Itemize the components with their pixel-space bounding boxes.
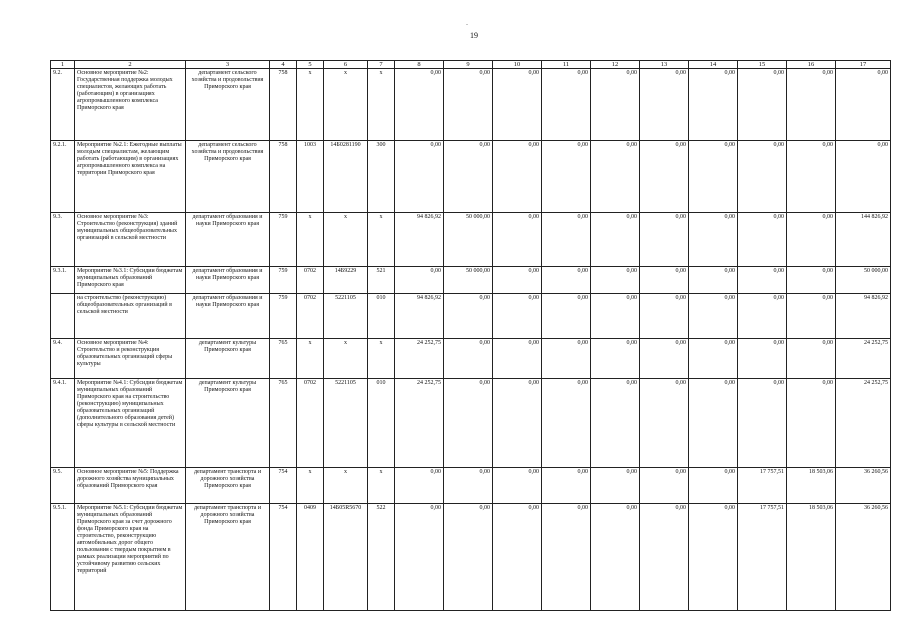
executor-cell: департамент транспорта и дорожного хозяйства Приморского края [186, 504, 270, 611]
value-cell: 36 260,56 [836, 504, 891, 611]
value-cell: 94 826,92 [395, 294, 444, 339]
classification-cell: x [297, 213, 324, 267]
value-cell: 0,00 [640, 294, 689, 339]
classification-cell: x [368, 339, 395, 379]
classification-cell: 14Б9229 [324, 267, 368, 294]
header-row [51, 61, 891, 69]
classification-cell: 1003 [297, 141, 324, 213]
code-cell [51, 294, 75, 339]
value-cell: 0,00 [444, 504, 493, 611]
table-row [51, 504, 891, 611]
code-cell: 9.3. [51, 213, 75, 267]
value-cell: 0,00 [591, 213, 640, 267]
value-cell: 0,00 [493, 339, 542, 379]
value-cell: 0,00 [542, 267, 591, 294]
value-cell: 0,00 [738, 339, 787, 379]
executor-cell: департамент образования и науки Приморского края [186, 267, 270, 294]
value-cell: 0,00 [591, 267, 640, 294]
classification-cell: 14Б0281190 [324, 141, 368, 213]
classification-cell: 759 [270, 294, 297, 339]
value-cell: 0,00 [591, 339, 640, 379]
classification-cell: 0702 [297, 379, 324, 468]
executor-cell: департамент транспорта и дорожного хозяйства Приморского края [186, 468, 270, 504]
value-cell: 0,00 [640, 339, 689, 379]
code-cell: 9.2.1. [51, 141, 75, 213]
executor-cell: департамент образования и науки Приморского края [186, 294, 270, 339]
value-cell: 0,00 [493, 379, 542, 468]
value-cell: 0,00 [738, 294, 787, 339]
header-cell: 16 [787, 61, 836, 69]
classification-cell: 0409 [297, 504, 324, 611]
value-cell: 0,00 [836, 141, 891, 213]
classification-cell: 5221105 [324, 379, 368, 468]
description-cell: Основное мероприятие №3: Строительство (реконструкция) зданий муниципальных общеобразовательных организаций в сельской местности [75, 213, 186, 267]
value-cell: 0,00 [689, 267, 738, 294]
description-cell: на строительство (реконструкцию) общеобразовательных организаций в сельской местности [75, 294, 186, 339]
table-row [51, 294, 891, 339]
value-cell: 0,00 [591, 379, 640, 468]
value-cell: 0,00 [444, 339, 493, 379]
value-cell: 0,00 [787, 141, 836, 213]
value-cell: 0,00 [542, 294, 591, 339]
classification-cell: 522 [368, 504, 395, 611]
classification-cell: 010 [368, 294, 395, 339]
header-cell: 12 [591, 61, 640, 69]
header-cell: 6 [324, 61, 368, 69]
executor-cell: департамент сельского хозяйства и продовольствия Приморского края [186, 69, 270, 141]
value-cell: 0,00 [395, 468, 444, 504]
header-cell: 3 [186, 61, 270, 69]
value-cell: 0,00 [640, 69, 689, 141]
value-cell: 0,00 [787, 213, 836, 267]
value-cell: 0,00 [444, 379, 493, 468]
value-cell: 0,00 [836, 69, 891, 141]
description-cell: Мероприятие №2.1: Ежегодные выплаты молодым специалистам, желающим работать (работающим) в организациях агропромышленного комплекса на территории Приморского края [75, 141, 186, 213]
value-cell: 0,00 [395, 141, 444, 213]
code-cell: 9.4.1. [51, 379, 75, 468]
code-cell: 9.2. [51, 69, 75, 141]
classification-cell: x [297, 69, 324, 141]
value-cell: 0,00 [493, 69, 542, 141]
value-cell: 0,00 [689, 379, 738, 468]
value-cell: 0,00 [689, 69, 738, 141]
header-cell: 4 [270, 61, 297, 69]
classification-cell: 0702 [297, 294, 324, 339]
code-cell: 9.4. [51, 339, 75, 379]
page-number: 19 [470, 31, 478, 40]
value-cell: 0,00 [444, 69, 493, 141]
classification-cell: 0702 [297, 267, 324, 294]
value-cell: 94 826,92 [395, 213, 444, 267]
classification-cell: x [324, 468, 368, 504]
value-cell: 0,00 [787, 339, 836, 379]
value-cell: 0,00 [591, 294, 640, 339]
value-cell: 0,00 [493, 213, 542, 267]
value-cell: 0,00 [787, 379, 836, 468]
header-cell: 2 [75, 61, 186, 69]
value-cell: 0,00 [542, 213, 591, 267]
code-cell: 9.3.1. [51, 267, 75, 294]
value-cell: 0,00 [738, 213, 787, 267]
value-cell: 0,00 [493, 141, 542, 213]
value-cell: 50 000,00 [444, 267, 493, 294]
value-cell: 0,00 [738, 267, 787, 294]
value-cell: 144 826,92 [836, 213, 891, 267]
code-cell: 9.5.1. [51, 504, 75, 611]
header-cell: 1 [51, 61, 75, 69]
value-cell: 0,00 [640, 213, 689, 267]
table-row [51, 213, 891, 267]
executor-cell: департамент культуры Приморского края [186, 339, 270, 379]
value-cell: 0,00 [542, 141, 591, 213]
classification-cell: 521 [368, 267, 395, 294]
value-cell: 24 252,75 [836, 379, 891, 468]
description-cell: Мероприятие №3.1: Субсидии бюджетам муниципальных образований Приморского края [75, 267, 186, 294]
executor-cell: департамент сельского хозяйства и продовольствия Приморского края [186, 141, 270, 213]
value-cell: 0,00 [493, 267, 542, 294]
classification-cell: 765 [270, 379, 297, 468]
value-cell: 0,00 [542, 339, 591, 379]
value-cell: 17 757,51 [738, 504, 787, 611]
classification-cell: x [297, 468, 324, 504]
value-cell: 0,00 [395, 267, 444, 294]
value-cell: 0,00 [787, 267, 836, 294]
classification-cell: x [324, 339, 368, 379]
value-cell: 0,00 [395, 504, 444, 611]
value-cell: 0,00 [787, 294, 836, 339]
value-cell: 0,00 [640, 141, 689, 213]
value-cell: 0,00 [591, 69, 640, 141]
header-cell: 11 [542, 61, 591, 69]
value-cell: 0,00 [689, 213, 738, 267]
code-cell: 9.5. [51, 468, 75, 504]
classification-cell: 758 [270, 69, 297, 141]
classification-cell: 759 [270, 267, 297, 294]
value-cell: 18 503,06 [787, 468, 836, 504]
classification-cell: 14Б05R5670 [324, 504, 368, 611]
value-cell: 94 826,92 [836, 294, 891, 339]
value-cell: 0,00 [493, 504, 542, 611]
value-cell: 0,00 [640, 267, 689, 294]
header-cell: 8 [395, 61, 444, 69]
value-cell: 17 757,51 [738, 468, 787, 504]
classification-cell: 754 [270, 468, 297, 504]
executor-cell: департамент образования и науки Приморского края [186, 213, 270, 267]
header-cell: 15 [738, 61, 787, 69]
budget-table [50, 60, 891, 611]
value-cell: 0,00 [542, 468, 591, 504]
value-cell: 0,00 [591, 468, 640, 504]
value-cell: 0,00 [640, 468, 689, 504]
classification-cell: 765 [270, 339, 297, 379]
page-top-mark: - [466, 22, 468, 28]
table-row [51, 379, 891, 468]
value-cell: 0,00 [542, 69, 591, 141]
classification-cell: 759 [270, 213, 297, 267]
classification-cell: x [368, 213, 395, 267]
table-row [51, 69, 891, 141]
value-cell: 0,00 [689, 294, 738, 339]
header-cell: 17 [836, 61, 891, 69]
header-cell: 14 [689, 61, 738, 69]
description-cell: Мероприятие №4.1: Субсидии бюджетам муниципальных образований Приморского края на строительство (реконструкцию) муниципальных образовательных организаций (дополнительного образования детей) сферы культуры в сельской местности [75, 379, 186, 468]
classification-cell: x [368, 69, 395, 141]
value-cell: 0,00 [787, 69, 836, 141]
table-row [51, 339, 891, 379]
value-cell: 0,00 [640, 504, 689, 611]
classification-cell: x [368, 468, 395, 504]
value-cell: 0,00 [591, 504, 640, 611]
description-cell: Основное мероприятие №5: Поддержка дорожного хозяйства муниципальных образований Приморского края [75, 468, 186, 504]
classification-cell: 300 [368, 141, 395, 213]
value-cell: 0,00 [493, 294, 542, 339]
value-cell: 0,00 [738, 141, 787, 213]
value-cell: 0,00 [591, 141, 640, 213]
table-row [51, 141, 891, 213]
value-cell: 0,00 [689, 339, 738, 379]
value-cell: 0,00 [689, 468, 738, 504]
value-cell: 0,00 [493, 468, 542, 504]
value-cell: 0,00 [444, 141, 493, 213]
classification-cell: 5221105 [324, 294, 368, 339]
classification-cell: 010 [368, 379, 395, 468]
description-cell: Основное мероприятие №4: Строительство и реконструкция образовательных организаций сферы культуры [75, 339, 186, 379]
value-cell: 50 000,00 [836, 267, 891, 294]
value-cell: 24 252,75 [395, 379, 444, 468]
classification-cell: 758 [270, 141, 297, 213]
classification-cell: x [297, 339, 324, 379]
value-cell: 0,00 [444, 468, 493, 504]
header-cell: 10 [493, 61, 542, 69]
value-cell: 0,00 [689, 504, 738, 611]
value-cell: 36 260,56 [836, 468, 891, 504]
executor-cell: департамент культуры Приморского края [186, 379, 270, 468]
value-cell: 50 000,00 [444, 213, 493, 267]
value-cell: 0,00 [738, 379, 787, 468]
value-cell: 0,00 [444, 294, 493, 339]
classification-cell: 754 [270, 504, 297, 611]
value-cell: 24 252,75 [395, 339, 444, 379]
value-cell: 18 503,06 [787, 504, 836, 611]
classification-cell: x [324, 69, 368, 141]
table-row [51, 267, 891, 294]
header-cell: 13 [640, 61, 689, 69]
header-cell: 9 [444, 61, 493, 69]
header-cell: 7 [368, 61, 395, 69]
description-cell: Мероприятие №5.1: Субсидии бюджетам муниципальных образований Приморского края за счет дорожного фонда Приморского края на строительство, реконструкцию автомобильных дорог общего пользования с твердым покрытием в рамках реализации мероприятий по устойчивому развитию сельских территорий [75, 504, 186, 611]
value-cell: 0,00 [542, 379, 591, 468]
description-cell: Основное мероприятие №2: Государственная поддержка молодых специалистов, желающих работать (работающим) в организациях агропромышленного комплекса Приморского края [75, 69, 186, 141]
header-cell: 5 [297, 61, 324, 69]
value-cell: 24 252,75 [836, 339, 891, 379]
value-cell: 0,00 [640, 379, 689, 468]
table-row [51, 468, 891, 504]
value-cell: 0,00 [542, 504, 591, 611]
classification-cell: x [324, 213, 368, 267]
value-cell: 0,00 [689, 141, 738, 213]
value-cell: 0,00 [738, 69, 787, 141]
value-cell: 0,00 [395, 69, 444, 141]
